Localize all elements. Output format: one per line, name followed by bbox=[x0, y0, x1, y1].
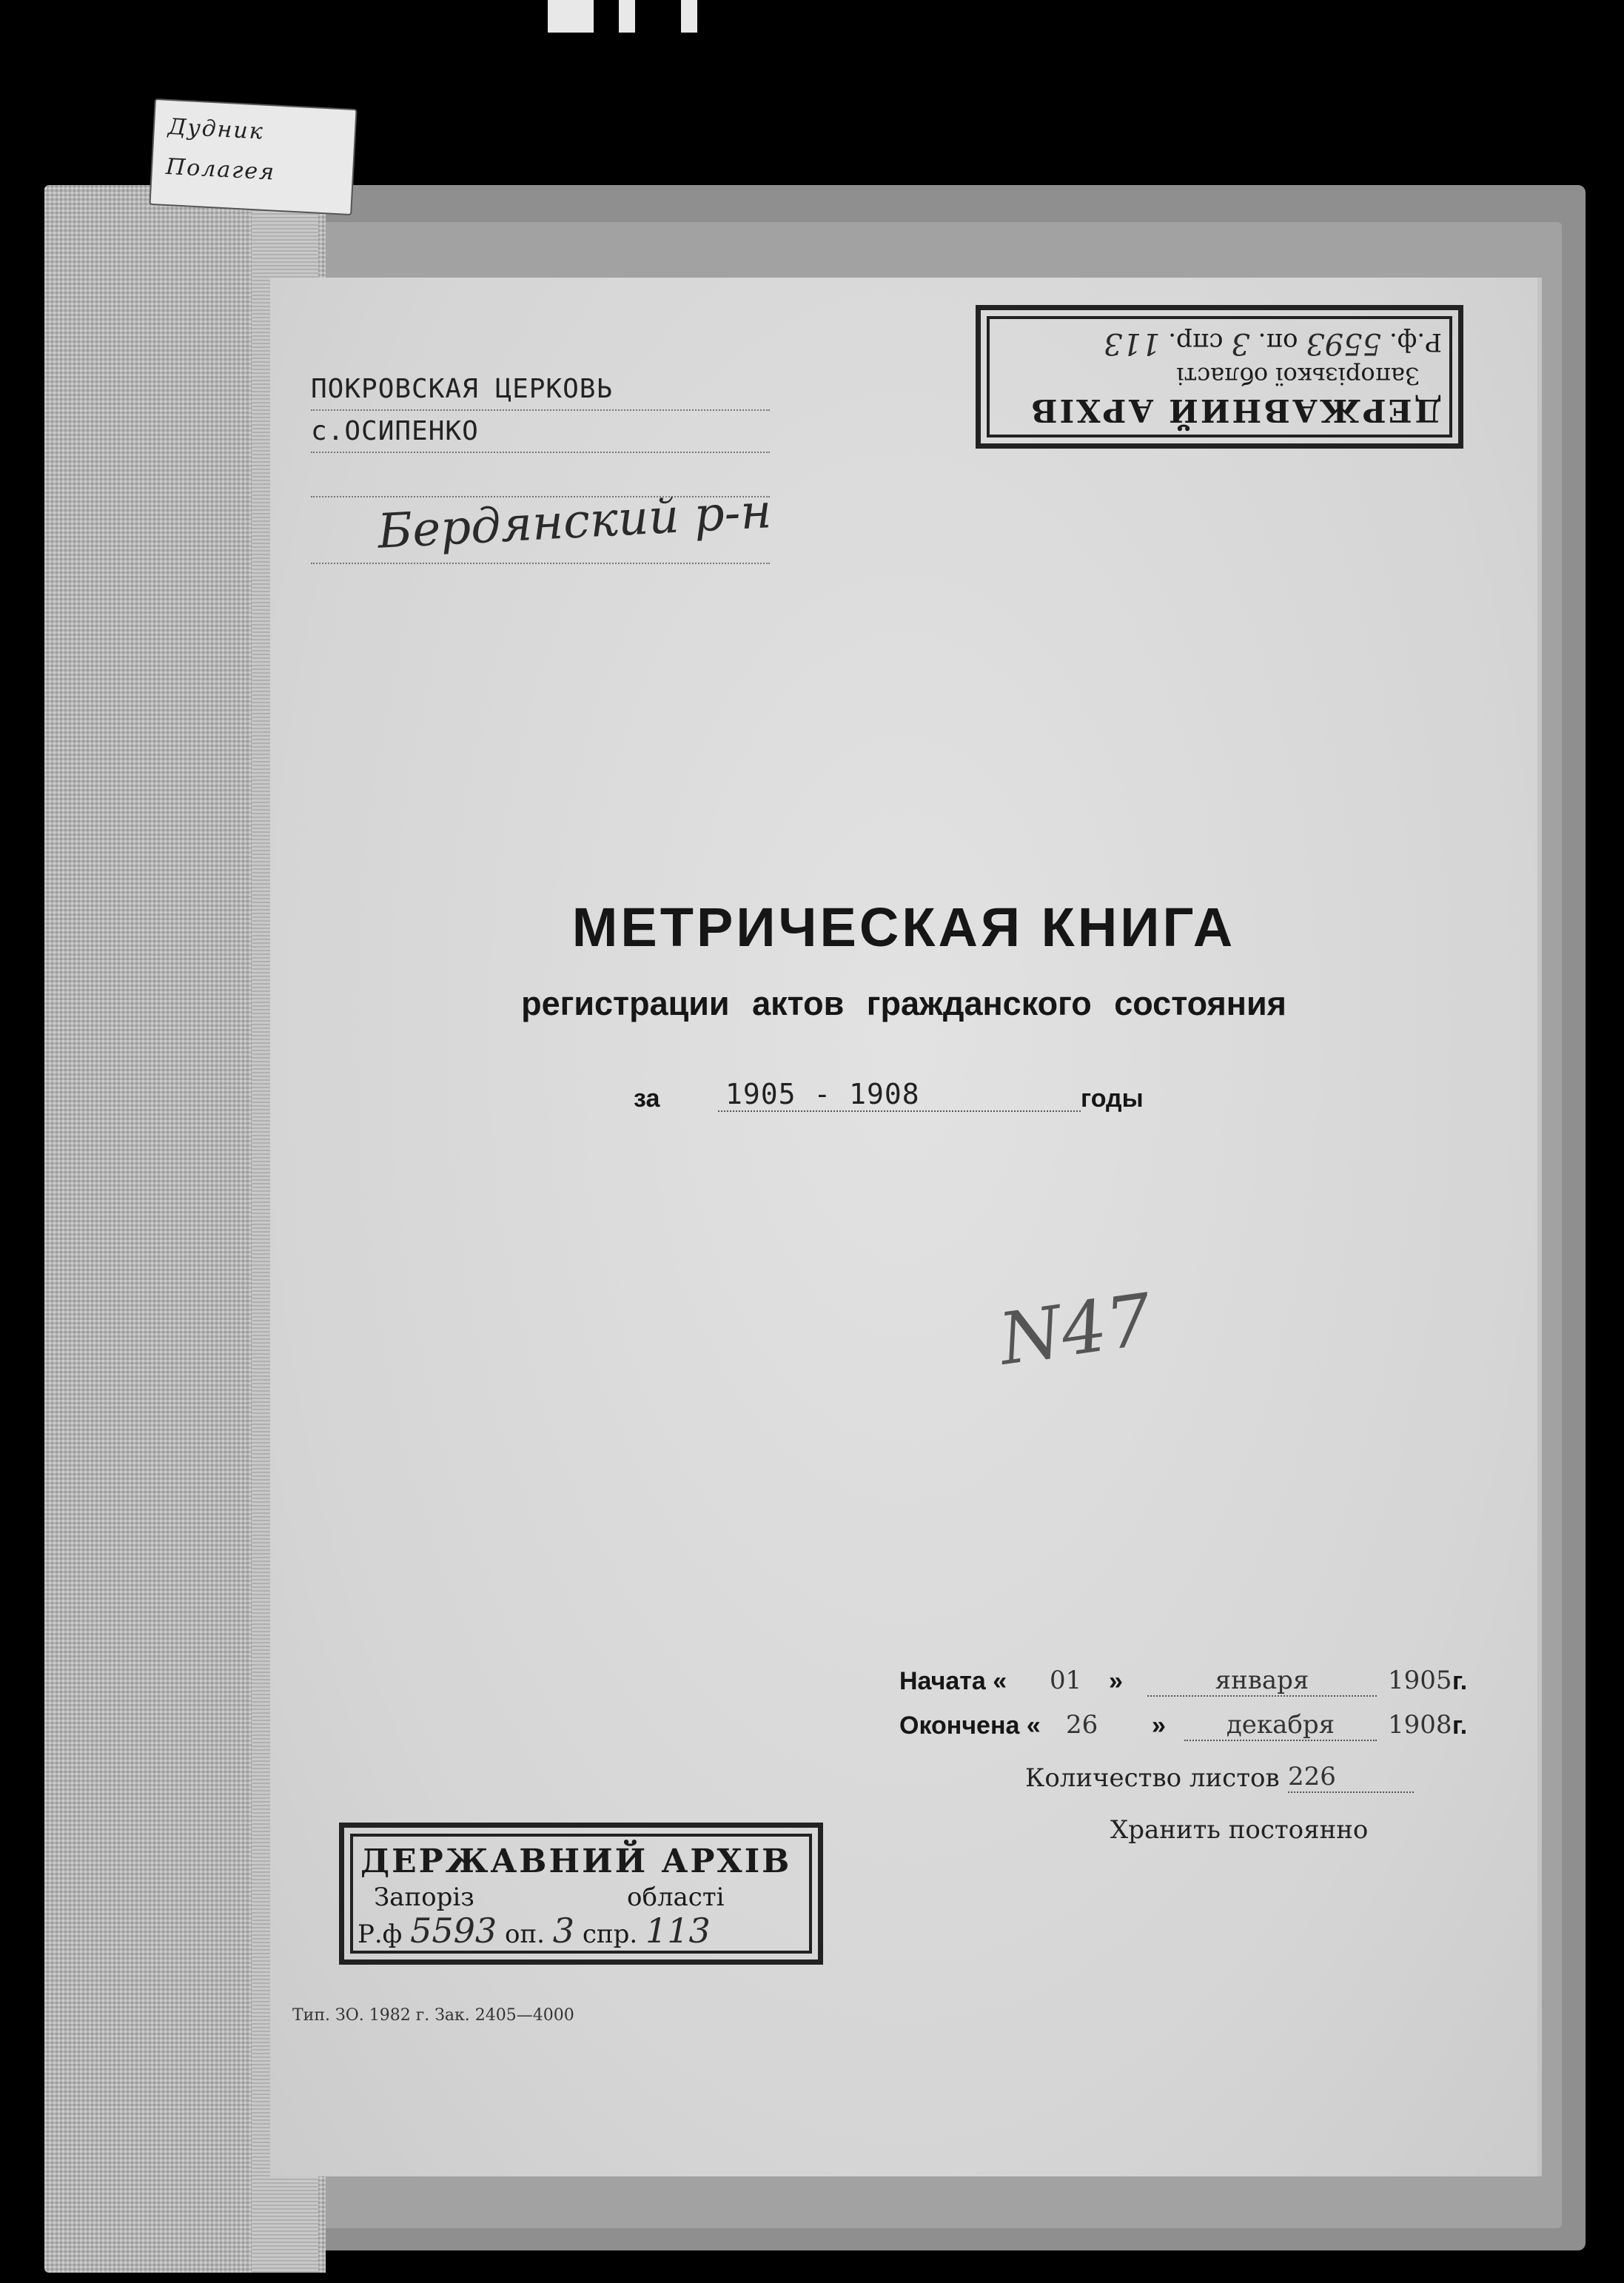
archive-stamp-bottom-title: ДЕРЖАВНИЙ АРХІВ bbox=[360, 1843, 792, 1880]
district-handwritten: Бердянский р-н bbox=[376, 484, 774, 560]
years-prefix: за bbox=[634, 1084, 660, 1113]
stamp-bottom-opis-label: оп. bbox=[505, 1920, 545, 1949]
years-suffix: годы bbox=[1081, 1084, 1144, 1113]
started-month: января bbox=[1147, 1666, 1377, 1697]
name-sticker bbox=[149, 98, 357, 215]
started-label: Начата « bbox=[899, 1667, 1007, 1695]
book-subtitle: регистрации актов гражданского состояния bbox=[521, 985, 1286, 1022]
archive-stamp-bottom-region-right: області bbox=[627, 1883, 725, 1912]
started-year-suffix: г. bbox=[1452, 1667, 1468, 1695]
years-value: 1905 - 1908 bbox=[718, 1078, 1081, 1112]
archive-stamp-top-title: ДЕРЖАВНИЙ АРХІВ bbox=[1029, 392, 1442, 429]
village-name: с.ОСИПЕНКО bbox=[311, 416, 479, 446]
started-day: 01 bbox=[1050, 1666, 1082, 1695]
sticker-line-surname: Дудник bbox=[167, 113, 265, 145]
sheets-value: 226 bbox=[1288, 1762, 1414, 1793]
district-rule bbox=[311, 563, 770, 564]
printer-note: Тип. ЗО. 1982 г. Зак. 2405—4000 bbox=[292, 2006, 574, 2025]
stamp-bottom-delo-label: спр. bbox=[582, 1920, 638, 1949]
stamp-opis-label: оп. bbox=[1258, 327, 1298, 357]
handwritten-number: N47 bbox=[994, 1278, 1157, 1381]
stamp-ref-prefix: Р.ф. bbox=[1389, 327, 1442, 357]
stamp-delo-label: спр. bbox=[1168, 327, 1224, 357]
film-frame-marks bbox=[548, 0, 740, 44]
stamp-fond: 5593 bbox=[1306, 326, 1382, 361]
stamp-opis: 3 bbox=[1231, 326, 1250, 361]
village-name-rule bbox=[311, 452, 770, 453]
stamp-bottom-fond: 5593 bbox=[410, 1911, 497, 1951]
ended-month: декабря bbox=[1184, 1710, 1377, 1741]
stamp-bottom-ref-prefix: Р.ф bbox=[358, 1920, 403, 1949]
ended-day: 26 bbox=[1066, 1710, 1098, 1740]
sheets-label: Количество листов bbox=[1025, 1763, 1280, 1793]
started-year: 1905 bbox=[1388, 1666, 1452, 1695]
ended-label: Окончена « bbox=[899, 1712, 1041, 1740]
started-close: » bbox=[1109, 1667, 1123, 1695]
keep-label: Хранить постоянно bbox=[1110, 1815, 1369, 1845]
stamp-delo: 113 bbox=[1103, 326, 1161, 361]
sticker-line-name: Полагея bbox=[165, 153, 276, 186]
archive-stamp-bottom bbox=[339, 1823, 823, 1965]
ended-year: 1908 bbox=[1388, 1710, 1452, 1740]
archive-stamp-bottom-reference bbox=[358, 1911, 711, 1951]
church-name-rule bbox=[311, 409, 770, 411]
book-title: МЕТРИЧЕСКАЯ КНИГА bbox=[571, 896, 1236, 958]
archive-stamp-top bbox=[976, 305, 1463, 449]
stamp-bottom-opis: 3 bbox=[552, 1911, 575, 1951]
archive-stamp-top-region: Запорізької області bbox=[1176, 362, 1420, 390]
church-name: ПОКРОВСКАЯ ЦЕРКОВЬ bbox=[311, 374, 614, 404]
stamp-bottom-delo: 113 bbox=[645, 1911, 711, 1951]
ended-year-suffix: г. bbox=[1452, 1712, 1468, 1740]
archive-stamp-top-reference bbox=[1104, 326, 1442, 361]
ended-close: » bbox=[1152, 1712, 1166, 1740]
archive-stamp-bottom-region-left: Запоріз bbox=[374, 1883, 474, 1912]
